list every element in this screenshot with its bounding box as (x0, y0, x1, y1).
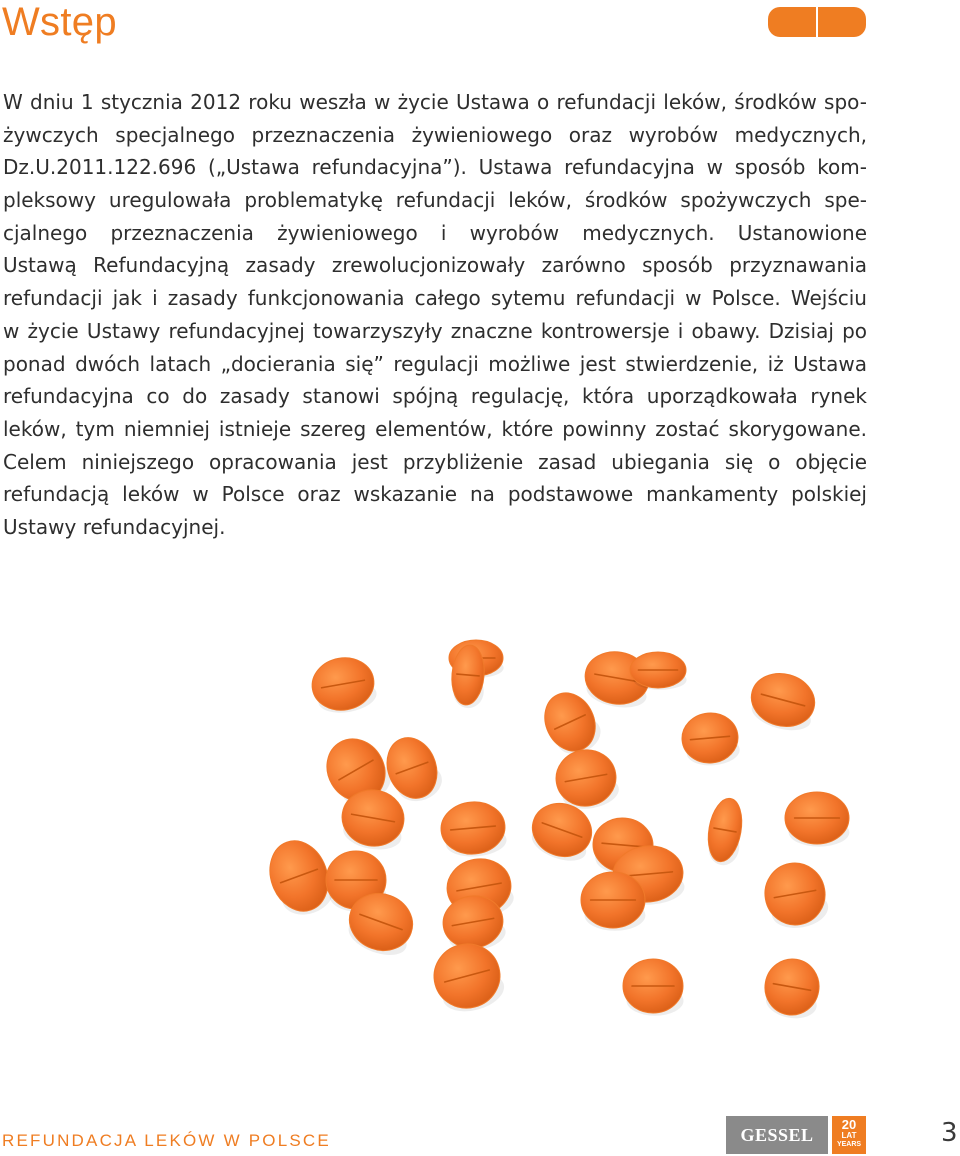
paragraph-line: ponad dwóch latach „docierania się” regulacji możliwe jest stwierdzenie, iż Ustawa (3, 351, 867, 376)
gessel-logo-text: GESSEL (726, 1116, 828, 1154)
page-title: Wstęp (2, 0, 117, 44)
decorative-tab-left (768, 7, 816, 37)
pill (760, 955, 824, 1022)
pill (623, 959, 684, 1016)
paragraph-line: Ustawą Refundacyjną zasady zrewolucjonizowały zarówno sposób przyznawania (3, 253, 867, 278)
pill (745, 667, 821, 736)
anniversary-badge (832, 1116, 866, 1154)
badge-number: 20 (841, 1117, 857, 1132)
paragraph-line: leków, tym niemniej istnieje szereg elementów, które powinny zostać skorygowane. (3, 416, 867, 441)
pills-image (240, 630, 880, 1050)
badge-line-1: LAT (841, 1131, 857, 1140)
paragraph-line: Ustawy refundacyjnej. (3, 514, 226, 539)
paragraph-line: W dniu 1 stycznia 2012 roku weszła w życie Ustawa o refundacji leków, środków spo- (3, 90, 867, 114)
paragraph-line: Celem niniejszego opracowania jest przybliżenie zasad ubiegania się o objęcie (3, 449, 867, 474)
paragraph-line: refundacji jak i zasady funkcjonowania całego sytemu refundacji w Polsce. Wejściu (3, 286, 867, 311)
paragraph-line: żywczych specjalnego przeznaczenia żywieniowego oraz wyrobów medycznych, (3, 122, 867, 147)
gessel-logo (726, 1116, 866, 1154)
decorative-tabs (768, 7, 866, 37)
pill (308, 653, 379, 718)
paragraph-line: Dz.U.2011.122.696 („Ustawa refundacyjna”). Ustawa refundacyjna w sposób kom- (3, 155, 867, 180)
page-number: 3 (941, 1118, 958, 1148)
pill (439, 799, 508, 859)
intro-paragraph (3, 86, 867, 544)
pill (680, 711, 741, 768)
paragraph-line: cjalnego przeznaczenia żywieniowego i wyrobów medycznych. Ustanowione (3, 220, 867, 245)
footer-title: REFUNDACJA LEKÓW W POLSCE (2, 1131, 331, 1150)
paragraph-line: w życie Ustawy refundacyjnej towarzyszyły znaczne kontrowersje i obawy. Dzisiaj po (3, 318, 867, 343)
pill-group (260, 640, 849, 1022)
pill (703, 796, 747, 868)
pill (785, 792, 849, 847)
pill (630, 652, 687, 690)
badge-line-2: YEARS (836, 1141, 862, 1148)
pill (427, 936, 508, 1018)
paragraph-line: pleksowy uregulowała problematykę refundacji leków, środków spożywczych spe- (3, 188, 867, 213)
pill (760, 858, 831, 933)
paragraph-line: refundacyjna co do zasady stanowi spójną regulację, która uporządkowała rynek (3, 384, 867, 409)
pill (581, 872, 645, 931)
decorative-tab-right (818, 7, 866, 37)
paragraph-line: refundacją leków w Polsce oraz wskazanie na podstawowe mankamenty polskiej (3, 482, 867, 507)
